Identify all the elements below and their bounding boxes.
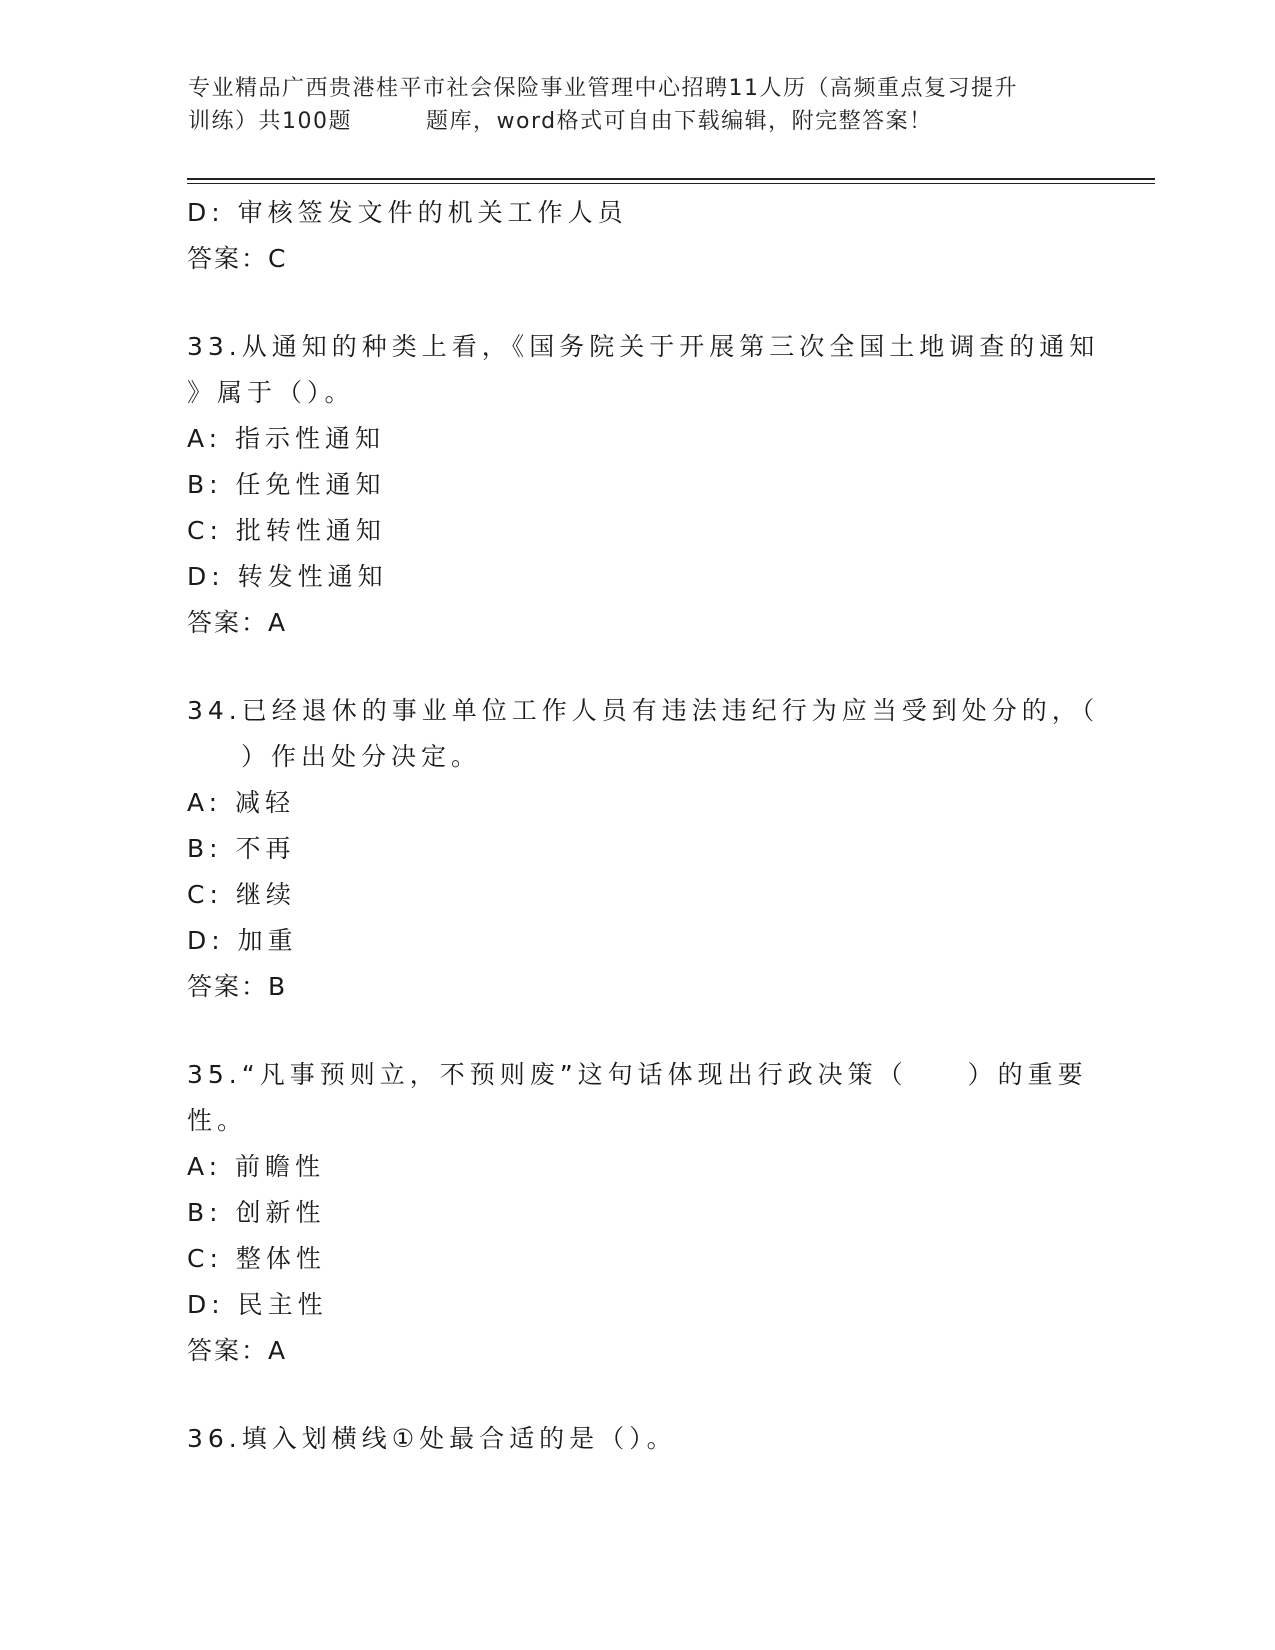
question-35-line-2: 性。: [187, 1106, 248, 1135]
question-35-line-1: 35.“凡事预则立，不预则废”这句话体现出行政决策（ ）的重要: [187, 1060, 1088, 1089]
header-rule-thick: [187, 178, 1155, 180]
question-33-option-a: A: 指示性通知: [187, 424, 386, 453]
question-34-answer: 答案：B: [187, 972, 288, 1001]
question-list: [187, 190, 1100, 1462]
question-34-option-b: B: 不再: [187, 834, 296, 863]
question-35-option-c: C: 整体性: [187, 1244, 326, 1273]
question-36-stem: [187, 1416, 1067, 1462]
page-header: [188, 72, 1068, 138]
question-34-line-2: ）作出处分决定。: [241, 742, 482, 771]
prev-answer: 答案：C: [187, 244, 288, 273]
question-35-option-a: A: 前瞻性: [187, 1152, 326, 1181]
header-line-1: 专业精品广西贵港桂平市社会保险事业管理中心招聘11人历（高频重点复习提升: [188, 76, 1018, 101]
header-rule-thin: [187, 183, 1155, 184]
question-33-option-c: C: 批转性通知: [187, 516, 386, 545]
header-line-2a: 训练）共100题: [188, 109, 352, 134]
question-34-option-d: D: 加重: [187, 926, 298, 955]
question-34-option-c: C: 继续: [187, 880, 296, 909]
prev-option-d: D: 审核签发文件的机关工作人员: [187, 198, 628, 227]
question-36-line-1: 36.填入划横线①处最合适的是（）。: [187, 1424, 677, 1453]
question-33-answer: 答案：A: [187, 608, 288, 637]
question-33-line-1: 33.从通知的种类上看，《国务院关于开展第三次全国土地调查的通知: [187, 332, 1100, 361]
question-34-line-1: 34.已经退休的事业单位工作人员有违法违纪行为应当受到处分的，（: [187, 696, 1100, 725]
question-33-stem: [187, 324, 1100, 416]
question-34-option-a: A: 减轻: [187, 788, 296, 817]
header-line-2b: 题库，word格式可自由下载编辑，附完整答案！: [426, 109, 933, 134]
question-33-line-2: 》属于（）。: [187, 378, 355, 407]
question-34-line-2-wrap: [187, 734, 1067, 780]
question-35-stem: [187, 1052, 1088, 1144]
question-33-option-b: B: 任免性通知: [187, 470, 386, 499]
question-34-stem: [187, 688, 1100, 780]
question-35-option-d: D: 民主性: [187, 1290, 328, 1319]
question-35-answer: 答案：A: [187, 1336, 288, 1365]
question-33-option-d: D: 转发性通知: [187, 562, 388, 591]
question-35-option-b: B: 创新性: [187, 1198, 326, 1227]
header-line-2: [188, 105, 1068, 138]
